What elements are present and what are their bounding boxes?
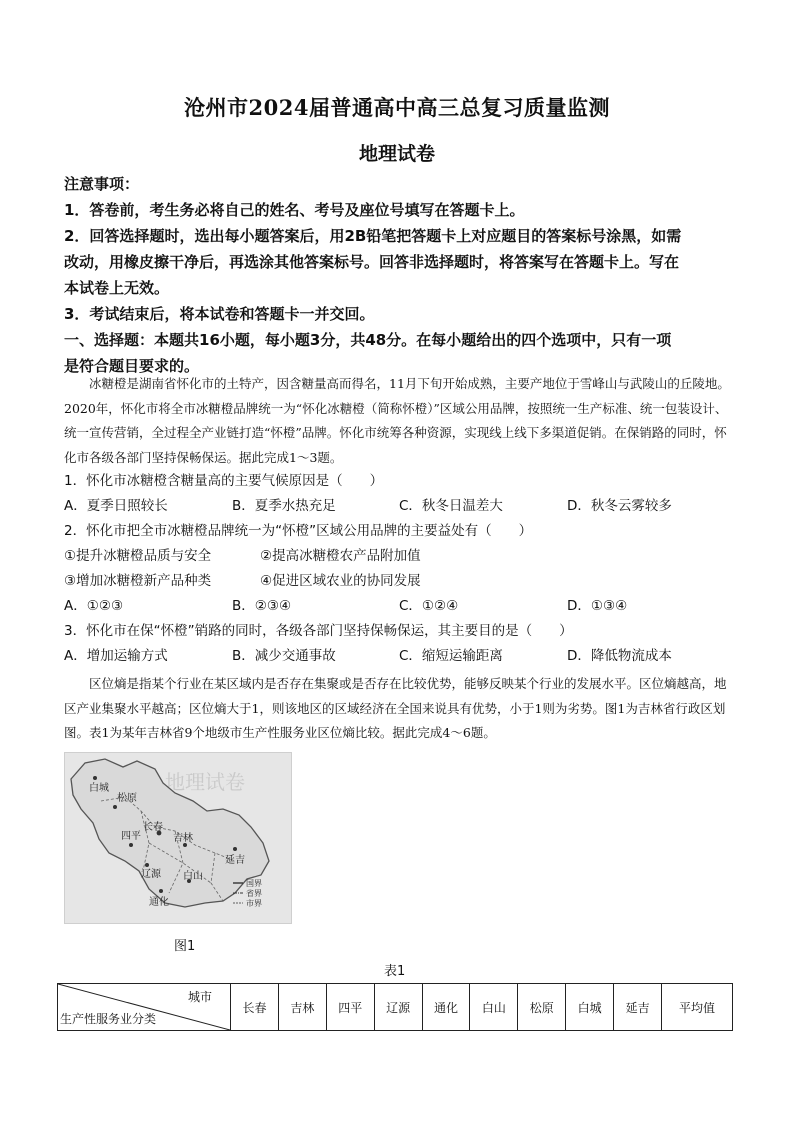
passage-2-text: 区位熵是指某个行业在某区域内是否存在集聚或是否存在比较优势，能够反映某个行业的发展水平。区位熵越高，地区产业集聚水平越高；区位熵大于1，则该地区的区域经济在全国来说具有优势，小于1则为劣势。图1为吉林省行政区划图。表1为某年吉林省9个地级市生产性服务业区位熵比较。据此完成4～6题。 <box>64 676 727 740</box>
question-2-items-row1 <box>64 544 734 569</box>
question-2-options <box>64 594 734 619</box>
corner-bottom-label: 生产性服务业分类 <box>60 1012 157 1026</box>
statement-1: ①提升冰糖橙品质与安全 <box>64 548 212 564</box>
jilin-map-figure <box>64 752 292 924</box>
passage-2 <box>64 672 732 746</box>
option-a: A．增加运输方式 <box>64 648 168 664</box>
option-d: D．①③④ <box>567 598 628 614</box>
question-1-stem: 1．怀化市冰糖橙含糖量高的主要气候原因是（ ） <box>64 473 384 489</box>
question-2 <box>64 519 734 619</box>
statement-4: ④促进区域农业的协同发展 <box>260 573 421 589</box>
option-c: C．秋冬日温差大 <box>399 498 503 514</box>
option-b: B．②③④ <box>232 598 292 614</box>
legend-province-label: 省界 <box>246 889 262 898</box>
city-marker <box>159 889 163 893</box>
table-header-cell: 四平 <box>326 984 374 1031</box>
question-3 <box>64 619 734 669</box>
passage-1-text: 冰糖橙是湖南省怀化市的土特产，因含糖量高而得名，11月下旬开始成熟，主要产地位于雪峰山与武陵山的丘陵地。2020年，怀化市将全市冰糖橙品牌统一为“怀化冰糖橙（简称怀橙）”区域公用品牌，按照统一生产标准、统一包装设计、统一宣传营销，全过程全产业链打造“怀橙”品牌。怀化市统筹各种资源，实现线上线下多渠道促销。在保销路的同时，怀化市各级各部门坚持保畅保运。据此完成1～3题。 <box>64 376 730 465</box>
data-table <box>57 983 733 1031</box>
city-marker <box>129 843 133 847</box>
notice-line: 1．答卷前，考生务必将自己的姓名、考号及座位号填写在答题卡上。 <box>64 201 525 219</box>
notice-line: 改动，用橡皮擦干净后，再选涂其他答案标号。回答非选择题时，将答案写在答题卡上。写在 <box>64 253 680 271</box>
city-marker <box>113 805 117 809</box>
option-d: D．秋冬云雾较多 <box>567 498 672 514</box>
map-label-songyuan: 松原 <box>117 793 137 804</box>
statement-2: ②提高冰糖橙农产品附加值 <box>260 548 421 564</box>
question-1 <box>64 469 734 519</box>
notice-section <box>64 171 734 379</box>
map-label-changchun: 长春 <box>143 822 163 833</box>
question-3-stem: 3．怀化市在保“怀橙”销路的同时，各级各部门坚持保畅保运，其主要目的是（ ） <box>64 623 573 639</box>
map-label-baicheng: 白城 <box>89 783 109 794</box>
map-label-tonghua: 通化 <box>149 897 169 908</box>
table-header-cell: 平均值 <box>662 984 733 1031</box>
corner-top-label: 城市 <box>187 990 212 1004</box>
page-title: 沧州市2024届普通高中高三总复习质量监测 <box>184 95 610 120</box>
map-label-yanji: 延吉 <box>225 855 245 866</box>
option-a: A．夏季日照较长 <box>64 498 168 514</box>
table-header-cell: 白城 <box>566 984 614 1031</box>
option-b: B．夏季水热充足 <box>232 498 336 514</box>
map-label-baishan: 白山 <box>183 871 203 882</box>
table-header-cell: 辽源 <box>374 984 422 1031</box>
jilin-map-svg <box>65 753 291 923</box>
map-label-jilin: 吉林 <box>173 833 193 844</box>
question-3-options <box>64 644 734 669</box>
figure-caption: 图1 <box>174 939 196 954</box>
table-corner-cell <box>58 984 231 1031</box>
legend-national-label: 国界 <box>246 879 262 888</box>
passage-1 <box>64 372 732 470</box>
option-a: A．①②③ <box>64 598 124 614</box>
option-c: C．①②④ <box>399 598 459 614</box>
notice-line: 本试卷上无效。 <box>64 279 170 297</box>
notice-line: 3．考试结束后，将本试卷和答题卡一并交回。 <box>64 305 375 323</box>
option-c: C．缩短运输距离 <box>399 648 503 664</box>
map-watermark: 地理试卷 <box>165 770 245 794</box>
map-label-liaoyuan: 辽源 <box>141 869 161 880</box>
notice-line: 2．回答选择题时，选出每小题答案后，用2B铅笔把答题卡上对应题目的答案标号涂黑，如需 <box>64 227 682 245</box>
section-heading: 是符合题目要求的。 <box>64 357 200 375</box>
table-header-cell: 通化 <box>422 984 470 1031</box>
option-b: B．减少交通事故 <box>232 648 336 664</box>
table-header-cell: 长春 <box>231 984 279 1031</box>
table-header-cell: 吉林 <box>278 984 326 1031</box>
question-2-stem: 2．怀化市把全市冰糖橙品牌统一为“怀橙”区域公用品牌的主要益处有（ ） <box>64 523 533 539</box>
page-subtitle: 地理试卷 <box>358 143 435 165</box>
notice-heading: 注意事项： <box>64 175 140 193</box>
city-marker <box>145 863 149 867</box>
table-caption: 表1 <box>384 964 406 979</box>
section-heading: 一、选择题：本题共16小题，每小题3分，共48分。在每小题给出的四个选项中，只有一项 <box>64 331 672 349</box>
table-header-row <box>58 984 733 1031</box>
city-marker <box>233 847 237 851</box>
city-marker <box>93 776 97 780</box>
statement-3: ③增加冰糖橙新产品种类 <box>64 573 212 589</box>
table-header-cell: 延吉 <box>614 984 662 1031</box>
question-2-items-row2 <box>64 569 734 594</box>
table-header-cell: 白山 <box>470 984 518 1031</box>
option-d: D．降低物流成本 <box>567 648 672 664</box>
map-label-siping: 四平 <box>121 831 141 842</box>
table-header-cell: 松原 <box>518 984 566 1031</box>
question-1-options <box>64 494 734 519</box>
legend-municipal-label: 市界 <box>246 899 262 908</box>
